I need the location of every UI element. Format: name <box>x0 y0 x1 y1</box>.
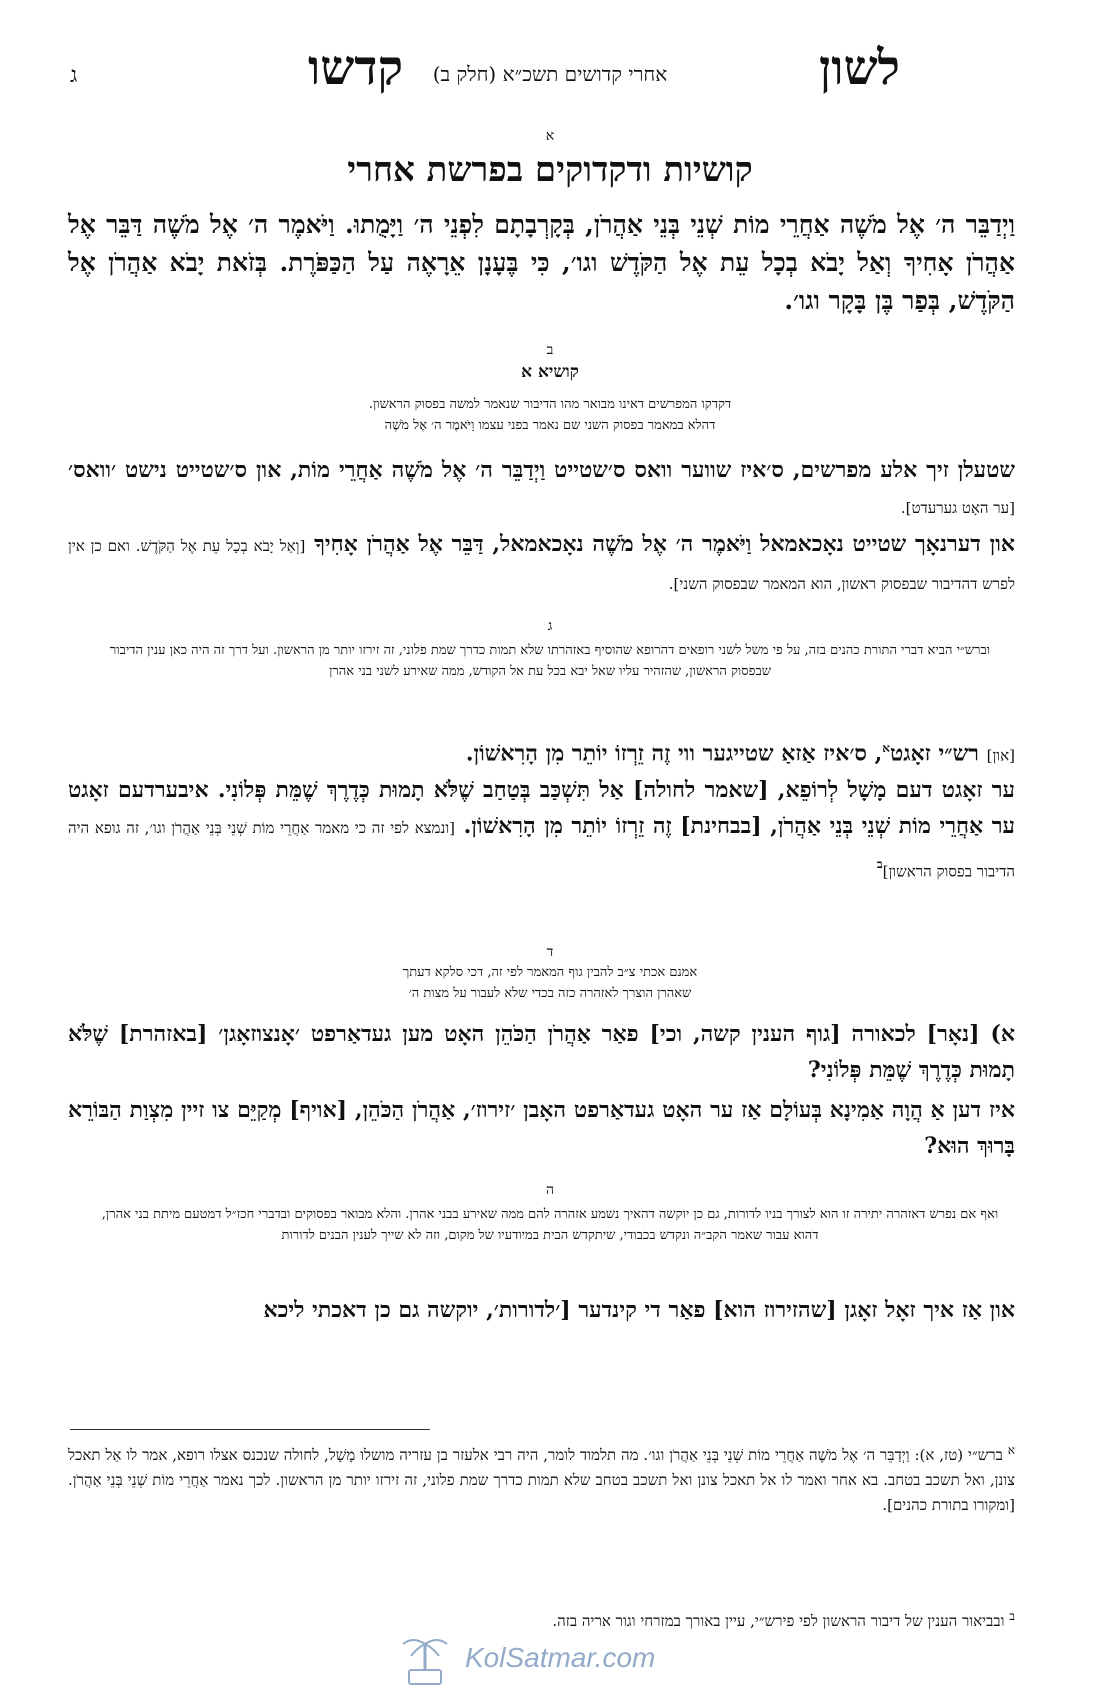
footnote-divider <box>70 1429 430 1430</box>
section-letter: א <box>545 128 555 144</box>
bracket-text: [און] <box>986 746 1015 765</box>
header-title-right: לשון <box>819 40 900 96</box>
footnote-text: ובביאור הענין של דיבור הראשון לפי פירש״י, עיין באורך במזרחי וגור אריה בזה. <box>552 1612 1005 1630</box>
watermark <box>395 1632 715 1688</box>
paragraph-text: ער זאָגט דעם מָשָׁל לְרוֹפֵא, [שאמר לחולה] אַל תִּשְׁכַּב בְּטַחַב שֶׁלֹּא תָמוּת כְּדֶרֶךְ שֶׁמֵּת פְּלוֹנִי. איבערדעם זאָגט ער אַחֲרֵי מוֹת שְׁנֵי בְּנֵי אַהֲרֹן, [בבחינת] זֶה זֵרְזוֹ יוֹתֵר מִן הָרִאשׁוֹן. <box>68 777 1015 839</box>
bracket-text: [ונמצא לפי זה כי מאמר אַחֲרֵי מוֹת שְׁנֵי בְּנֵי אַהֲרֹן וגו׳, זה גופא היה הדיבור בפסוק הראשון] <box>68 819 1015 881</box>
paragraph-text: , ס׳איז אַזאַ שטייגער ווי זֶה זֵרְזוֹ יוֹתֵר מִן הָרִאשׁוֹן. <box>465 740 883 767</box>
bracket-text: [וְאַל יָבֹא בְכָל עֵת אֶל הַקֹּדֶשׁ. ואם כן אין לפרש דהדיבור שבפסוק ראשון, הוא המאמר שבפסוק השני]. <box>68 537 1015 593</box>
footnote-marker[interactable]: ב <box>876 857 883 871</box>
verse-text: וַיְדַבֵּר ה׳ אֶל מֹשֶׁה אַחֲרֵי מוֹת שְׁנֵי בְּנֵי אַהֲרֹן, בְּקָרְבָתָם לִפְנֵי ה׳ וַיָּמֻתוּ. וַיֹּאמֶר ה׳ אֶל מֹשֶׁה דַּבֵּר אֶל אַהֲרֹן אָחִיךָ וְאַל יָבֹא בְכָל עֵת אֶל הַקֹּדֶשׁ וגו׳, כִּי בֶּעָנָן אֵרָאֶה עַל הַכַּפֹּרֶת. בְּזֹאת יָבֹא אַהֲרֹן אֶל הַקֹּדֶשׁ, בְּפַר בֶּן בָּקָר וגו׳. <box>68 210 1015 315</box>
footnote-marker: ב <box>1009 1609 1015 1623</box>
footnote-marker[interactable]: א <box>882 741 890 755</box>
paragraph-text: און דערנאָך שטייט נאָכאמאל וַיֹּאמֶר ה׳ אֶל מֹשֶׁה נאָכאמאל, דַּבֵּר אֶל אַהֲרֹן אָחִיךָ <box>314 531 1015 557</box>
footnote <box>68 1438 1015 1518</box>
footnote <box>68 1604 1015 1634</box>
note-line: שאהרן הוצרך לאזהרה כזה בכדי שלא לעבור על מצות ה׳ <box>408 986 692 1001</box>
note-line: אמנם אכתי צ״ב להבין גוף המאמר לפי זה, דכי סלקא דעתך <box>402 965 698 980</box>
summary-note <box>110 394 990 436</box>
section-title: קושיות ודקדוקים בפרשת אחרי <box>347 150 753 190</box>
paragraph <box>68 526 1015 602</box>
footnote-text: ברש״י (טז, א): וַיְדַבֵּר ה׳ אֶל מֹשֶׁה אַחֲרֵי מוֹת שְׁנֵי בְּנֵי אַהֲרֹן וגו׳. מה תלמוד לומר, היה רבי אלעזר בן עזריה מושלו מָשָׁל, לחולה שנכנס אצלו רופא, אמר לו אַל תאכל צונן, ואל תשכב בטחב. בא אחר ואמר לו אל תאכל צונן ואל תשכב בטחב שלא תמות כדרך שמת פלוני, זה זירזו יותר מן הראשון. לכך נאמר אַחֲרֵי מוֹת שְׁנֵי בְּנֵי אַהֲרֹן. [ומקורו בתורת כהנים]. <box>68 1446 1015 1514</box>
summary-note: וברש״י הביא דברי התורת כהנים בזה, על פי משל לשני רופאים דהרופא שהוסיף באזהרתו שלא תמות כדרך שמת פלוני, זה זירזו יותר מן הראשון. ועל דרך זה היה כאן ענין הדיבור שבפסוק הראשון, שהזהיר עליו שאל יבא בכל עת אל הקודש, ממה שאירע לשני בני אהרן <box>109 643 991 679</box>
paragraph: א) [נאָר] לכאורה [גוף הענין קשה, וכי] פאַר אַהֲרֹן הַכֹּהֵן האָט מען געדאַרפט ׳אָנצוזאָגן׳ [באזהרת] שֶׁלֹּא תָמוּת כְּדֶרֶךְ שֶׁמֵּת פְּלוֹנִי? <box>68 1021 1015 1083</box>
paragraph: און אַז איך זאָל זאָגן [שהזירוז הוא] פאַר די קינדער [׳לדורות׳, יוקשה גם כן דאכתי ליכא <box>263 1297 1015 1323</box>
section-letter: ג <box>547 618 553 634</box>
footnote-marker: א <box>1007 1443 1015 1457</box>
section-letter: ה <box>545 1182 555 1198</box>
paragraph <box>68 452 1015 526</box>
paragraph-text: רש״י זאָגט <box>889 740 979 767</box>
summary-note <box>110 962 990 1004</box>
page-header <box>60 36 1040 108</box>
watermark-text[interactable]: KolSatmar.com <box>465 1642 656 1673</box>
paragraph-text: שטעלן זיך אלע מפרשים, ס׳איז שווער וואס ס׳שטייט וַיְדַבֵּר ה׳ אֶל מֹשֶׁה אַחֲרֵי מוֹת, און ס׳שטייט נישט ׳וואס׳ <box>68 457 1015 483</box>
paragraph <box>68 772 1015 889</box>
question-title: קושיא א <box>521 362 579 382</box>
page-number: ג <box>70 63 78 88</box>
palm-tree-logo-icon <box>395 1632 455 1688</box>
section-letter: ד <box>546 944 554 960</box>
note-line: דהלא במאמר בפסוק השני שם נאמר בפני עצמו וַיֹּאמֶר ה׳ אֶל מֹשֶׁה <box>384 418 716 433</box>
header-title-left: קדשו <box>308 40 404 96</box>
paragraph: איז דען אַ הֲוָה אַמִינָא בְּעוֹלָם אַז ער האָט געדאַרפט האָבן ׳זירוז׳, אַהֲרֹן הַכֹּהֵן, [אויף] מְקַיֵּם צו זיין מִצְוַת הַבּוֹרֵא בָּרוּךְ הוּא? <box>68 1097 1015 1159</box>
summary-note: ואף אם נפרש דאזהרה יתירה זו הוא לצורך בניו לדורות, גם כן יוקשה דהאיך נשמע אזהרה להם ממה שאירע בבני אהרן. והלא מבואר בפסוקים ובדברי חכז״ל דמטעם מיתת בני אהרן, דהוא עבור שאמר הקב״ה ונקדש בכבודי, שיתקדש הבית במיודעיו של מקום, וזה לא שייך לענין הבנים לדורות <box>101 1207 999 1243</box>
header-subtitle: אחרי קדושים תשכ״א (חלק ב) <box>432 62 668 86</box>
paragraph <box>68 730 1015 773</box>
section-letter: ב <box>546 342 554 358</box>
bracket-text: [ער האָט גערעדט]. <box>900 499 1015 517</box>
note-line: דקדקו המפרשים דאינו מבואר מהו הדיבור שנאמר למשה בפסוק הראשון. <box>368 397 732 412</box>
